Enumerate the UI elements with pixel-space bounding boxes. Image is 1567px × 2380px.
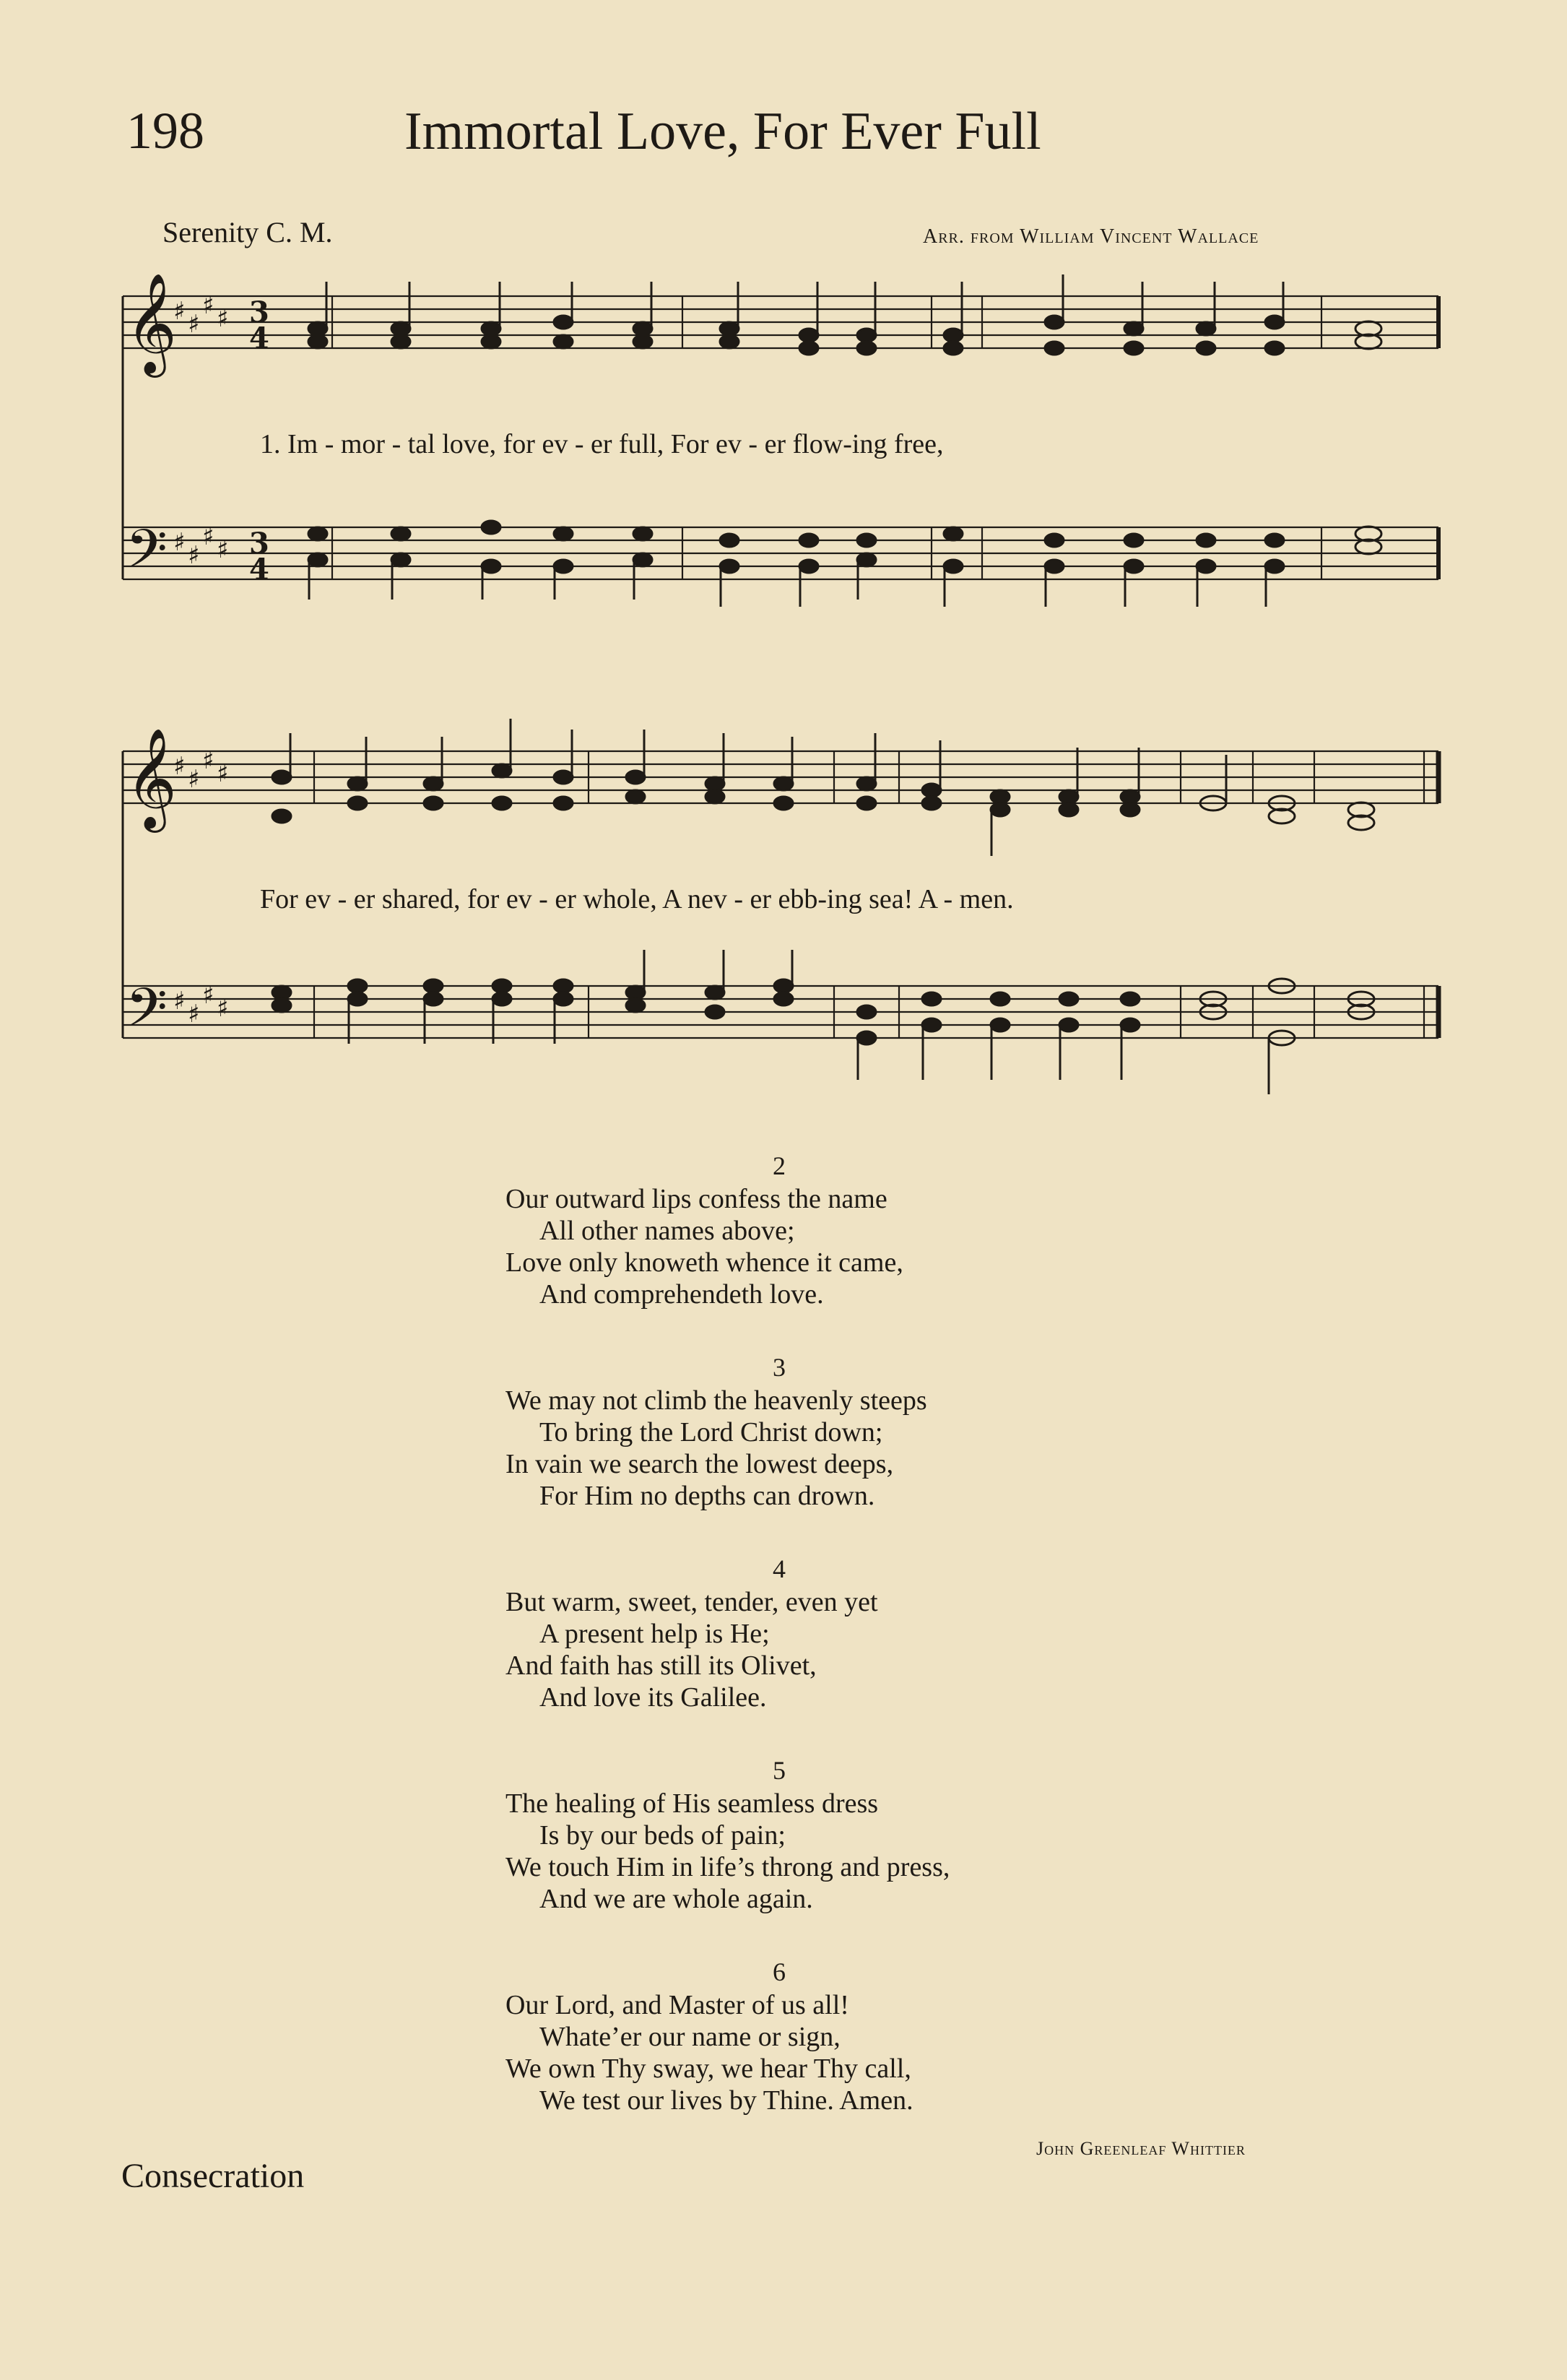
verse-line: Our outward lips confess the name bbox=[505, 1184, 887, 1214]
svg-text:♯: ♯ bbox=[173, 987, 186, 1016]
svg-text:♯: ♯ bbox=[217, 535, 229, 564]
verse-line: Whate’er our name or sign, bbox=[539, 2022, 841, 2052]
lyric-line-1: 1. Im - mor - tal love, for ev - er full, For ev - er flow-ing free, bbox=[260, 429, 944, 459]
svg-text:𝄞: 𝄞 bbox=[126, 273, 177, 373]
verse-line: The healing of His seamless dress bbox=[505, 1788, 879, 1819]
svg-text:♯: ♯ bbox=[173, 528, 186, 557]
svg-text:4: 4 bbox=[249, 553, 269, 587]
svg-text:3: 3 bbox=[249, 527, 269, 561]
svg-text:♯: ♯ bbox=[217, 759, 229, 788]
verse-line: Love only knoweth whence it came, bbox=[505, 1247, 903, 1278]
svg-text:𝄢: 𝄢 bbox=[126, 977, 168, 1052]
verse-number: 5 bbox=[773, 1756, 786, 1785]
section-label: Consecration bbox=[121, 2157, 305, 2195]
svg-text:♯: ♯ bbox=[202, 746, 214, 775]
verse-3 bbox=[505, 1350, 1191, 1512]
svg-text:♯: ♯ bbox=[188, 310, 200, 339]
verse-2 bbox=[505, 1148, 1191, 1310]
author-credit: John Greenleaf Whittier bbox=[1036, 2138, 1246, 2159]
verse-line: We test our lives by Thine. Amen. bbox=[539, 2085, 913, 2116]
svg-text:𝄞: 𝄞 bbox=[126, 728, 177, 828]
verse-line: But warm, sweet, tender, even yet bbox=[505, 1587, 878, 1617]
verse-line: We may not climb the heavenly steeps bbox=[505, 1385, 927, 1416]
verse-6 bbox=[505, 1955, 1191, 2116]
verse-number: 6 bbox=[773, 1957, 786, 1986]
svg-text:♯: ♯ bbox=[217, 994, 229, 1023]
verses bbox=[505, 1148, 1191, 2156]
svg-text:♯: ♯ bbox=[173, 297, 186, 326]
verse-line: To bring the Lord Christ down; bbox=[539, 1417, 883, 1448]
verse-line: Is by our beds of pain; bbox=[539, 1820, 786, 1851]
verse-line: All other names above; bbox=[539, 1216, 795, 1246]
tune-name: Serenity C. M. bbox=[162, 216, 333, 248]
verse-line: A present help is He; bbox=[539, 1619, 770, 1649]
svg-text:♯: ♯ bbox=[202, 981, 214, 1010]
verse-line: We own Thy sway, we hear Thy call, bbox=[505, 2054, 911, 2084]
svg-text:♯: ♯ bbox=[173, 752, 186, 781]
verse-line: Our Lord, and Master of us all! bbox=[505, 1990, 849, 2020]
svg-text:4: 4 bbox=[249, 321, 269, 355]
verse-line: We touch Him in life’s throng and press, bbox=[505, 1852, 950, 1882]
svg-text:𝄢: 𝄢 bbox=[126, 518, 168, 594]
svg-text:♯: ♯ bbox=[188, 765, 200, 794]
verse-number: 3 bbox=[773, 1353, 786, 1382]
verse-5 bbox=[505, 1753, 1191, 1915]
svg-text:♯: ♯ bbox=[202, 291, 214, 320]
verse-line: And we are whole again. bbox=[539, 1884, 813, 1914]
verse-line: And faith has still its Olivet, bbox=[505, 1650, 817, 1681]
verse-line: In vain we search the lowest deeps, bbox=[505, 1449, 894, 1479]
svg-text:♯: ♯ bbox=[188, 541, 200, 570]
svg-text:♯: ♯ bbox=[202, 522, 214, 551]
verse-line: And comprehendeth love. bbox=[539, 1279, 824, 1310]
verse-line: For Him no depths can drown. bbox=[539, 1481, 875, 1511]
verse-4 bbox=[505, 1552, 1191, 1713]
svg-text:3: 3 bbox=[249, 295, 269, 329]
verse-number: 4 bbox=[773, 1554, 786, 1583]
arranger-credit: Arr. from William Vincent Wallace bbox=[923, 225, 1259, 248]
lyric-line-2: For ev - er shared, for ev - er whole, A nev - er ebb-ing sea! A - men. bbox=[260, 884, 1014, 914]
verse-number: 2 bbox=[773, 1151, 786, 1180]
verse-line: And love its Galilee. bbox=[539, 1682, 767, 1713]
hymn-title: Immortal Love, For Ever Full bbox=[404, 102, 1041, 161]
svg-text:♯: ♯ bbox=[188, 1000, 200, 1029]
hymn-number: 198 bbox=[126, 102, 204, 160]
svg-text:♯: ♯ bbox=[217, 304, 229, 333]
